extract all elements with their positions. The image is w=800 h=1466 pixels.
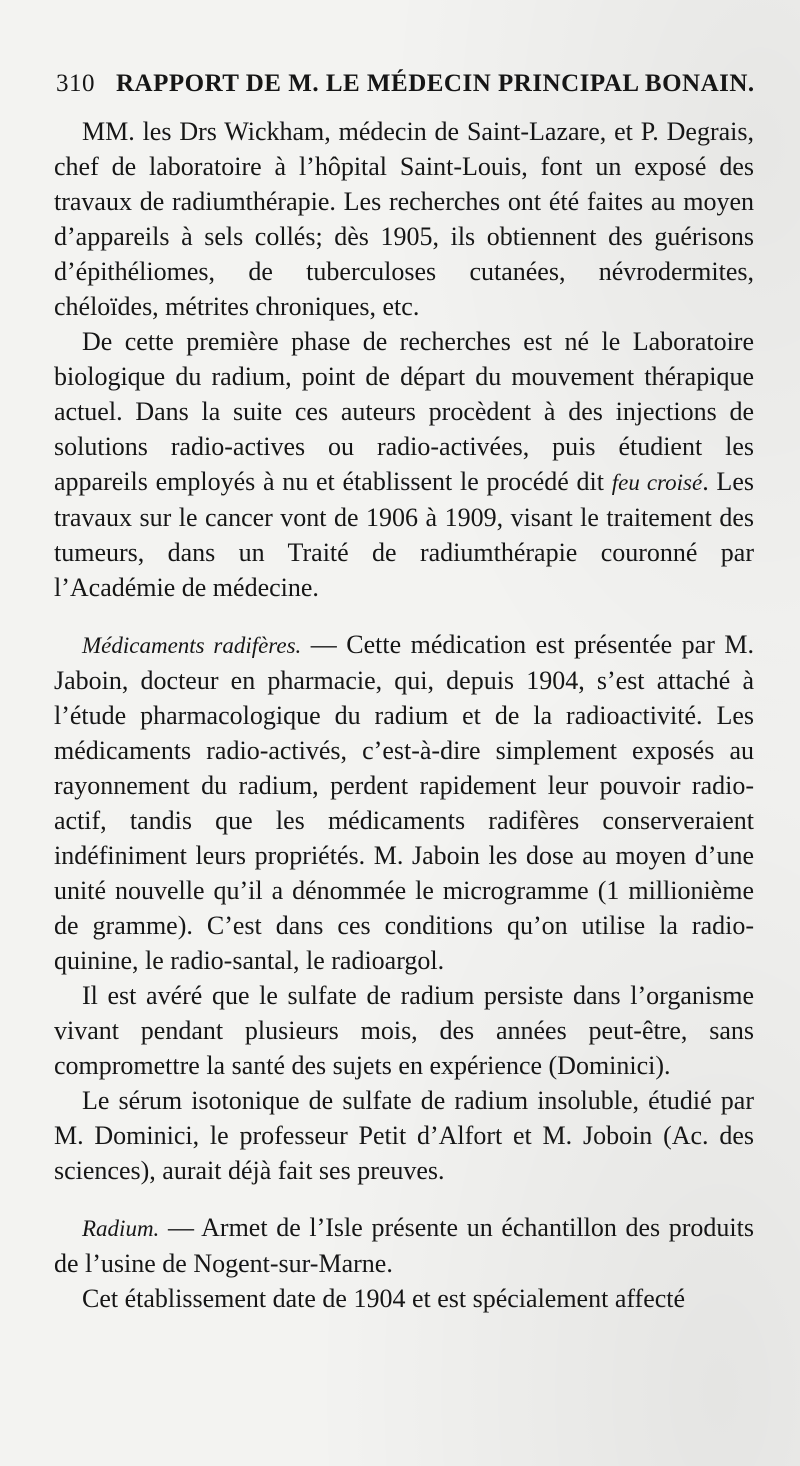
- italic-term: feu croisé: [611, 470, 703, 495]
- paragraph-wickham: [54, 114, 754, 324]
- paragraph-etablissement: [54, 1281, 754, 1316]
- paragraph-text-after: . Les travaux sur le cancer vont de 1906 à 1909, visant le traitement des tumeurs, dans un Traité de radiumthérapie couronné par l’Académie de médecine.: [54, 467, 754, 602]
- paragraph-text: Il est avéré que le sulfate de radium persiste dans l’organisme vivant pendant plusieurs mois, des années peut-être, sans compromettre la santé des sujets en expérience (Dominici).: [54, 981, 754, 1080]
- body-text: [54, 114, 754, 1316]
- paragraph-text: Cet établissement date de 1904 et est spécialement affecté: [82, 1284, 686, 1313]
- paragraph-serum: [54, 1083, 754, 1188]
- running-head: [56, 70, 756, 104]
- paragraph-text: — Cette médication est présentée par M. Jaboin, docteur en pharmacie, qui, depuis 1904, s’est attaché à l’étude pharmacologique du radium et de la radioactivité. Les médicaments radio-activés, c’est-à-dire simplement exposés au rayonnement du radium, perdent rapidement leur pouvoir radio-actif, tandis que les médicaments radifères conserveraient indéfiniment leurs propriétés. M. Jaboin les dose au moyen d’une unité nouvelle qu’il a dénommée le microgramme (1 millionième de gramme). C’est dans ces conditions qu’on utilise la radio-quinine, le radio-santal, le radioargol.: [54, 630, 754, 975]
- running-title: RAPPORT DE M. LE MÉDECIN PRINCIPAL BONAIN.: [116, 70, 755, 97]
- paragraph-text: — Armet de l’Isle présente un échantillon des produits de l’usine de Nogent-sur-Marne.: [54, 1213, 754, 1278]
- paragraph-text: Le sérum isotonique de sulfate de radium insoluble, étudié par M. Dominici, le professeur Petit d’Alfort et M. Joboin (Ac. des sciences), aurait déjà fait ses preuves.: [54, 1086, 754, 1185]
- page-number: 310: [56, 70, 95, 97]
- paragraph-laboratoire: [54, 324, 754, 605]
- paragraph-radium: [54, 1210, 754, 1281]
- paragraph-medicaments: [54, 627, 754, 978]
- paragraph-sulfate: [54, 978, 754, 1083]
- paragraph-text: MM. les Drs Wickham, médecin de Saint-Lazare, et P. Degrais, chef de laboratoire à l’hôpital Saint-Louis, font un exposé des travaux de radiumthérapie. Les recherches ont été faites au moyen d’appareils à sels collés; dès 1905, ils obtiennent des guérisons d’épithéliomes, de tuberculoses cutanées, névrodermites, chéloïdes, métrites chroniques, etc.: [54, 117, 754, 321]
- paragraph-text: De cette première phase de recherches est né le Laboratoire biologique du radium, point de départ du mouvement thérapique actuel. Dans la suite ces auteurs procèdent à des injections de solutions radio-actives ou radio-activées, puis étudient les appareils employés à nu et établissent le procédé dit: [54, 327, 754, 496]
- section-label: Radium.: [82, 1216, 160, 1241]
- section-label: Médicaments radifères.: [82, 633, 302, 658]
